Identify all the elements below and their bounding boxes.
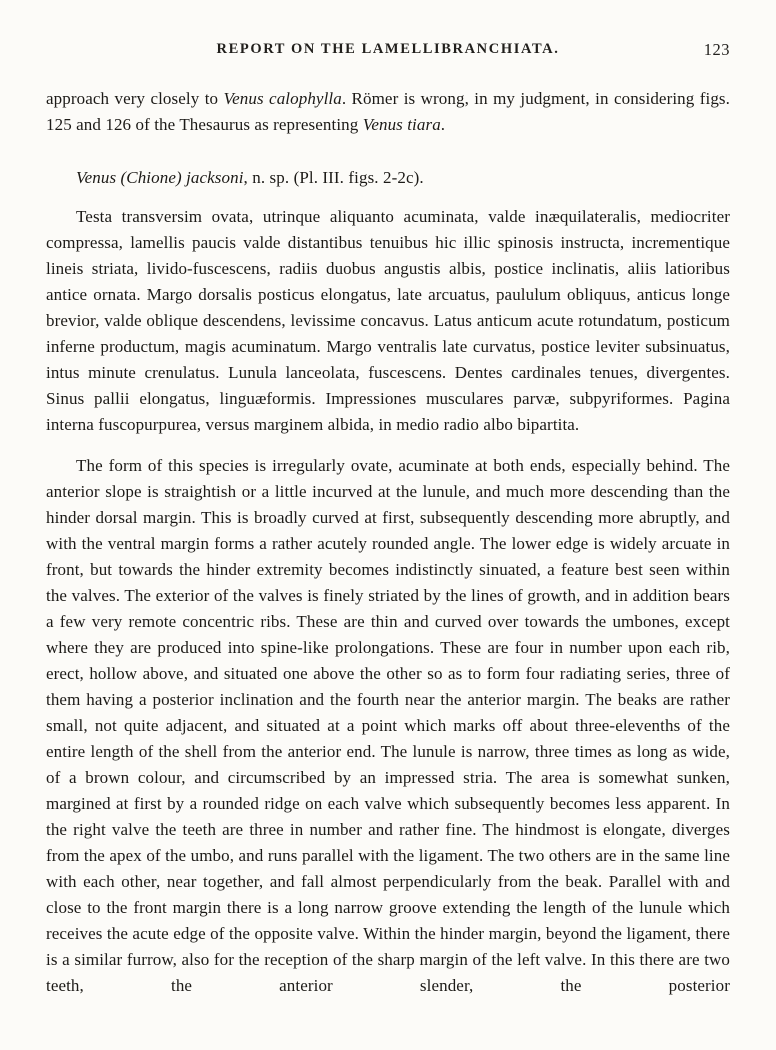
species-heading-rest: , n. sp. (Pl. III. figs. 2-2c).: [243, 168, 424, 187]
taxon-name-venus-jacksoni: Venus (Chione) jacksoni: [76, 168, 244, 187]
page-number: 123: [703, 40, 730, 59]
taxon-name-venus-calophylla: Venus calophylla: [223, 89, 342, 108]
paragraph-description: The form of this species is irregularly ovate, acuminate at both ends, especially behind. The anterior slope is straightish or a little incurved at the lunule, and much more descending than the hinder dorsal margin. This is broadly curved at first, subsequently descending more abruptly, and with the ventral margin forms a rather acutely rounded angle. The lower edge is widely arcuate in front, but towards the hinder extremity becomes indistinctly sinuated, a feature best seen within the valves. The exterior of the valves is finely striated by the lines of growth, and in addition bears a few very remote concentric ribs. These are thin and curved over towards the umbones, except where they are produced into spine-like prolongations. These are four in number upon each rib, erect, hollow above, and situated one above the other so as to form four radiating series, three of them having a posterior inclination and the fourth near the anterior margin. The beaks are rather small, not quite adjacent, and situated at a point which marks off about three-elevenths of the entire length of the shell from the anterior end. The lunule is narrow, three times as long as wide, of a brown colour, and circumscribed by an impressed stria. The area is somewhat sunken, margined at first by a rounded ridge on each valve which subsequently becomes less apparent. In the right valve the teeth are three in number and rather fine. The hindmost is elongate, diverges from the apex of the umbo, and runs parallel with the ligament. The two others are in the same line with each other, near together, and fall almost perpendicularly from the beak. Parallel with and close to the front margin there is a long narrow groove extending the length of the lunule which receives the acute edge of the opposite valve. Within the hinder margin, beyond the ligament, there is a similar furrow, also for the reception of the sharp margin of the left valve. In this there are two teeth, the anterior slender, the posterior: [46, 456, 730, 995]
taxon-name-venus-tiara: Venus tiara: [362, 115, 441, 134]
intro-text-1: approach very closely to: [46, 89, 224, 108]
intro-text-3: .: [440, 115, 446, 134]
intro-text-2: . Römer is wrong, in my judgment, in considering figs. 125 and 126 of the Thesaurus as representing: [46, 89, 730, 134]
paragraph-intro: [46, 86, 730, 138]
running-title: REPORT ON THE LAMELLIBRANCHIATA.: [216, 41, 560, 57]
page-body: [46, 86, 730, 999]
species-heading: [46, 165, 730, 191]
paragraph-latin-diagnosis: Testa transversim ovata, utrinque aliquanto acuminata, valde inæquilateralis, mediocriter compressa, lamellis paucis valde distantibus tenuibus hic illic spinosis instructa, incrementique lineis striata, livido-fuscescens, radiis duobus angustis albis, postice inclinatis, aliis latioribus antice ornata. Margo dorsalis posticus elongatus, late arcuatus, paululum obliquus, anticus longe brevior, valde oblique descendens, levissime concavus. Latus anticum acute rotundatum, posticum inferne productum, magis acuminatum. Margo ventralis late curvatus, postice leviter subsinuatus, intus minute crenulatus. Lunula lanceolata, fuscescens. Dentes cardinales tenues, divergentes. Sinus pallii elongatus, linguæformis. Impressiones musculares parvæ, subpyriformes. Pagina interna fuscopurpurea, versus marginem albida, in medio radio albo bipartita.: [46, 207, 730, 434]
page-header: [46, 40, 730, 60]
